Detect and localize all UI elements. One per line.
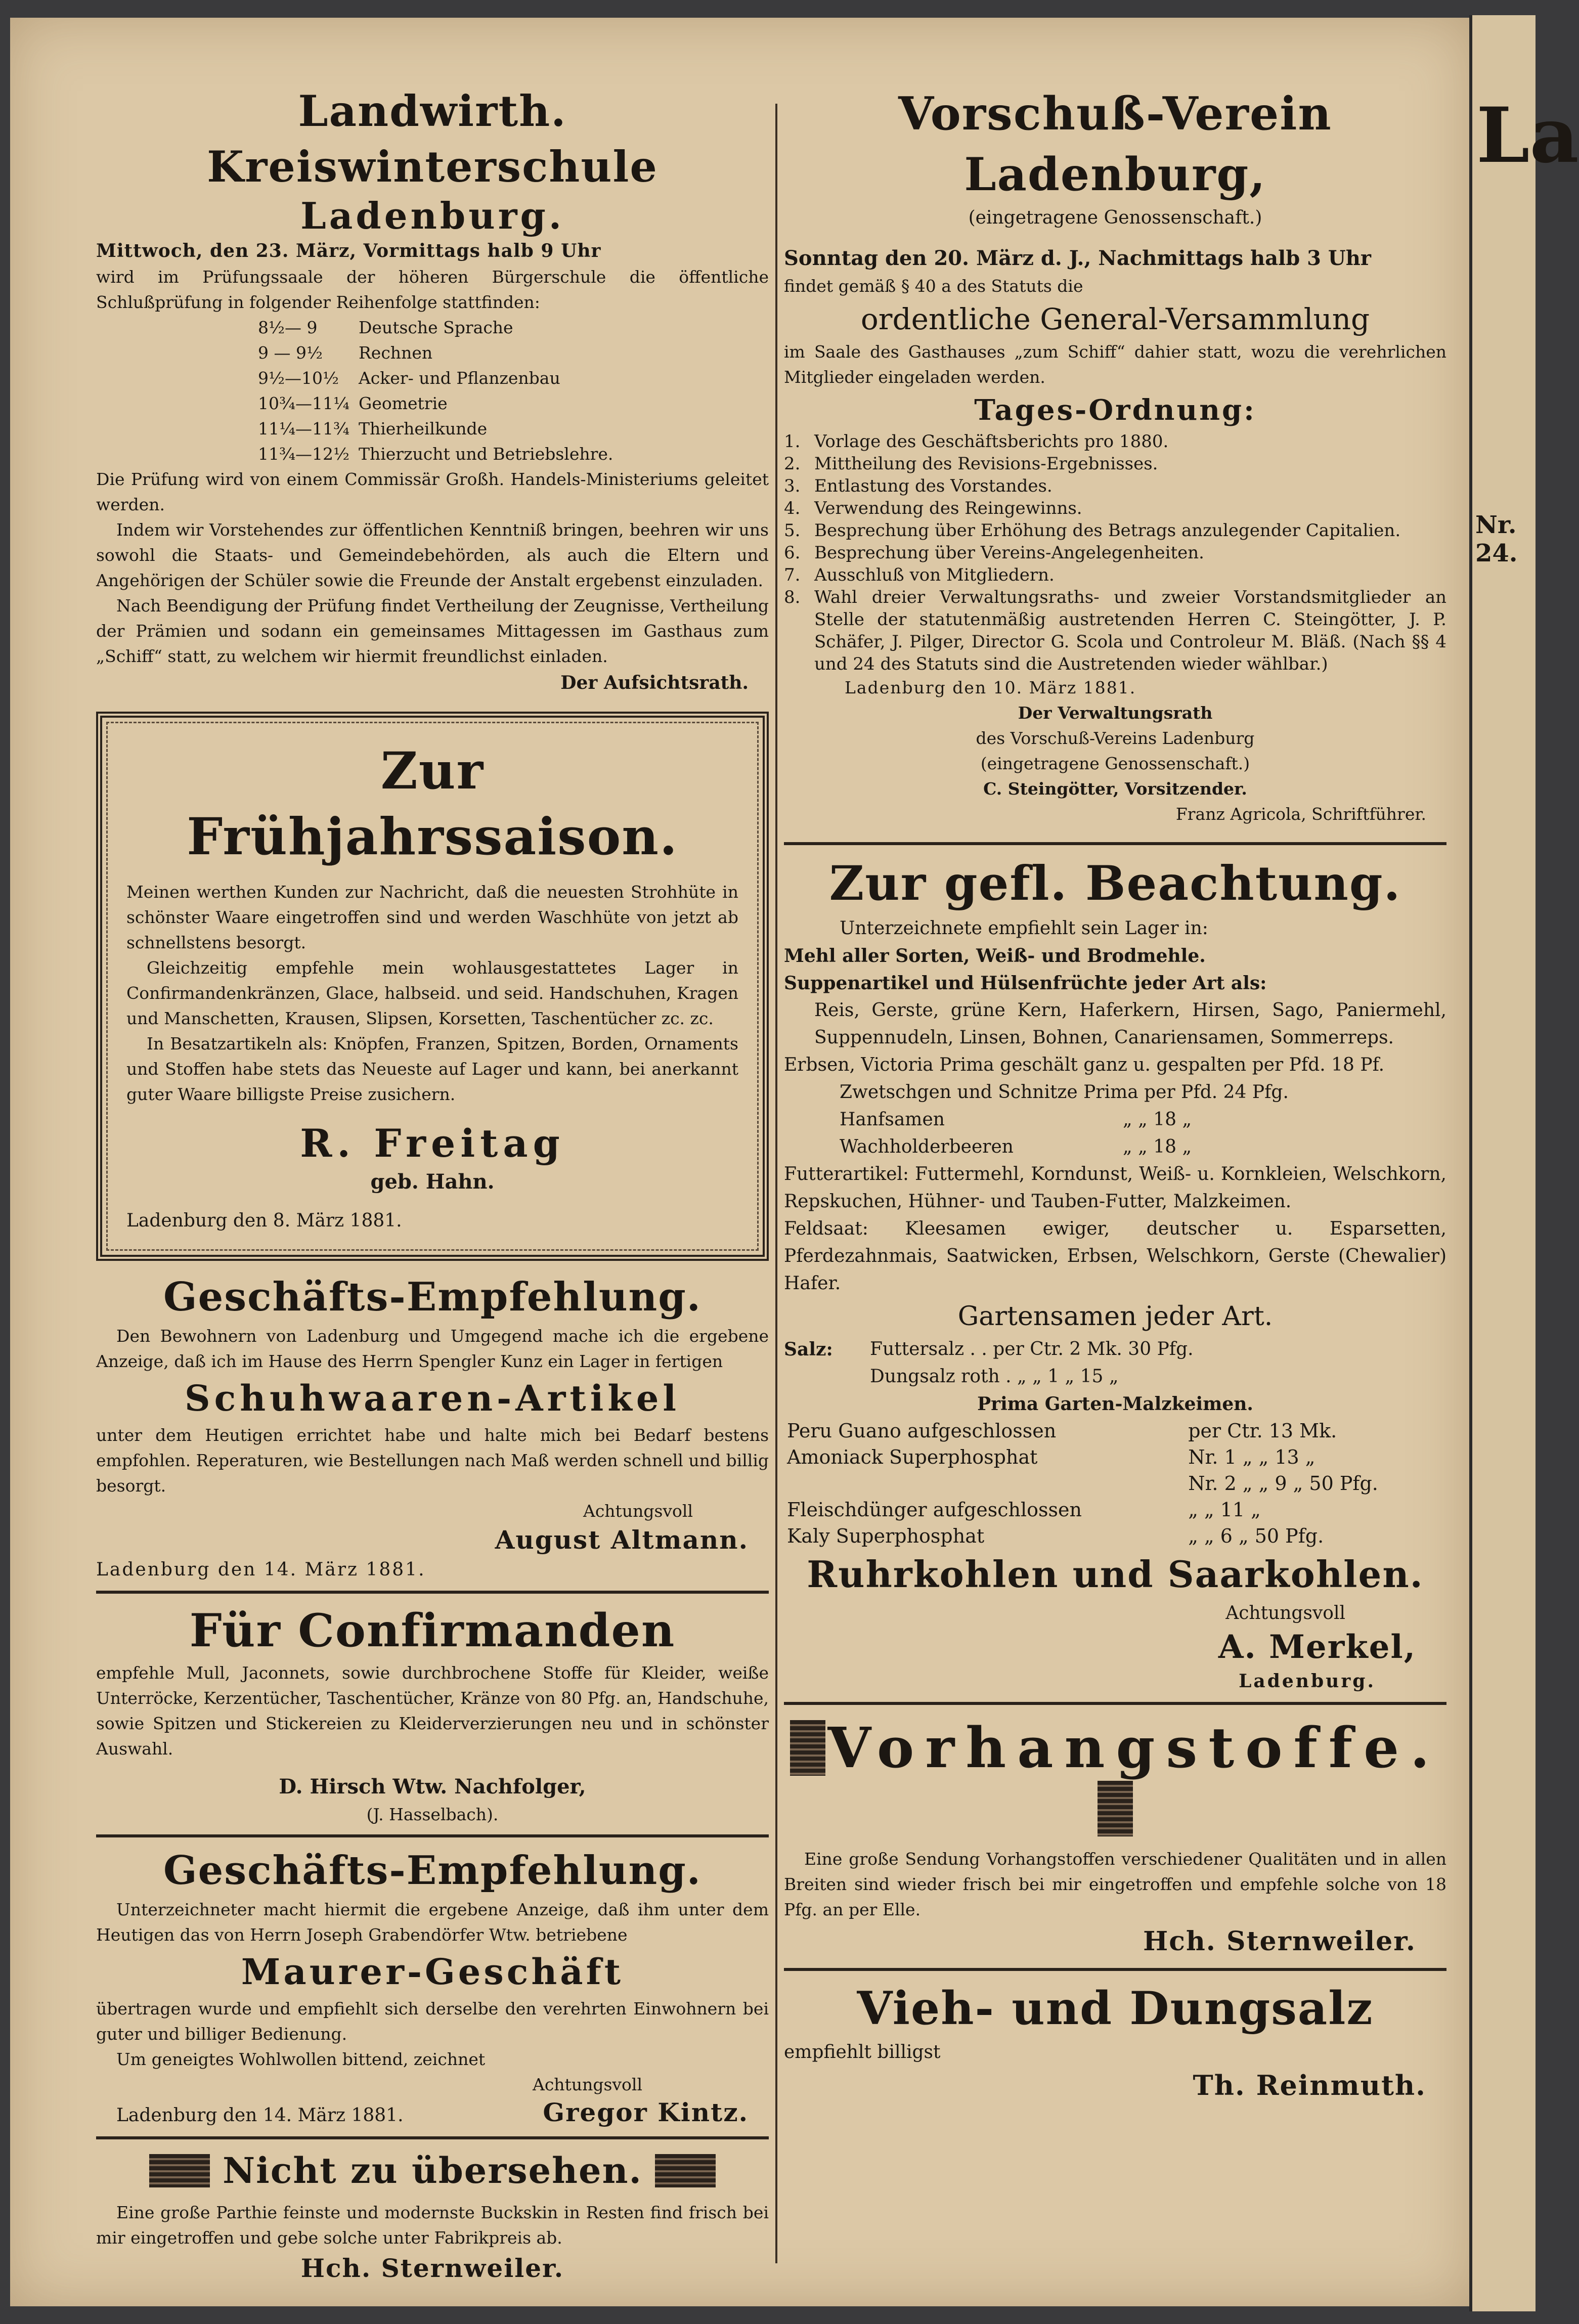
agenda-list	[784, 430, 1446, 675]
ad-body: Eine große Parthie feinste und modernste Buckskin in Resten find frisch bei mir eingetroffen und gebe solche unter Fabrikpreis ab.	[96, 2203, 769, 2248]
ad-line: Wachholderbeeren „ „ 18 „	[840, 1136, 1192, 1157]
ad-line: Suppenartikel und Hülsenfrüchte jeder Art als:	[784, 973, 1267, 994]
ad-body: Unterzeichneter macht hiermit die ergebene Anzeige, daß ihm unter dem Heutigen das von Herrn Joseph Grabendörfer Wtw. betriebene	[96, 1900, 769, 1945]
ad-body: empfiehlt billigst	[784, 2042, 941, 2063]
ad-line: Erbsen, Victoria Prima geschält ganz u. gespalten per Pfd. 18 Pf.	[784, 1055, 1385, 1075]
ad-name: A. Merkel,	[1218, 1628, 1416, 1666]
ad-title: Vorhangstoffe.	[827, 1715, 1441, 1780]
ad-date-line: Mittwoch, den 23. März, Vormittags halb 9 Uhr	[96, 240, 601, 261]
ornament-bar	[655, 2154, 716, 2187]
agenda-item: 4. Verwendung des Reingewinns.	[784, 498, 1082, 518]
ad-buckskin	[96, 2146, 769, 2286]
ad-body: unter dem Heutigen errichtet habe und halte mich bei Bedarf bestens empfohlen. Reperaturen, wie Bestellungen nach Maß werden schnell und billig besorgt.	[96, 1425, 769, 1496]
ad-body: Eine große Sendung Vorhangstoffen verschiedener Qualitäten und in allen Breiten sind wieder frisch bei mir eingetroffen und empfehle solche von 18 Pfg. an per Elle.	[784, 1849, 1446, 1919]
price-row: Fleischdünger aufgeschlossen „ „ 11 „	[787, 1499, 1261, 1521]
price-line: Dungsalz roth . „ „ 1 „ 15 „	[870, 1366, 1119, 1387]
ad-body: findet gemäß § 40 a des Statuts die	[784, 276, 1083, 296]
left-column	[96, 83, 769, 2286]
ad-product: Maurer-Geschäft	[241, 1951, 624, 1993]
ad-date: Ladenburg den 14. März 1881.	[116, 2105, 404, 2126]
ad-body: Indem wir Vorstehendes zur öffentlichen Kenntniß bringen, beehren wir uns sowohl die Staats- und Gemeindebehörden, als auch die Eltern und Angehörigen der Schüler sowie die Freunde der Anstalt ergebenst einzuladen.	[96, 520, 769, 590]
ad-body: Den Bewohnern von Ladenburg und Umgegend mache ich die ergebene Anzeige, daß ich im Hause des Herrn Spengler Kunz ein Lager in fertigen	[96, 1326, 769, 1371]
newspaper-page	[10, 18, 1472, 2306]
ornament-bar	[1098, 1781, 1133, 1836]
ad-line: Mehl aller Sorten, Weiß- und Brodmehle.	[784, 945, 1206, 967]
divider	[784, 1968, 1446, 1971]
ad-title: Zur Frühjahrssaison.	[187, 741, 678, 866]
ad-name-sub: geb. Hahn.	[370, 1170, 495, 1194]
ad-fruehjahrssaison	[96, 712, 769, 1261]
ad-heading: Gartensamen jeder Art.	[957, 1301, 1273, 1332]
ad-line: Zwetschgen und Schnitze Prima per Pfd. 24 Pfg.	[840, 1082, 1289, 1103]
adjacent-page-edge	[1469, 15, 1579, 2311]
ad-place: Ladenburg.	[300, 194, 564, 237]
ad-confirmanden	[96, 1601, 769, 1827]
agenda-item: 2. Mittheilung des Revisions-Ergebnisses.	[784, 454, 1158, 474]
ad-heading: Ruhrkohlen und Saarkohlen.	[807, 1553, 1424, 1596]
ad-title: Zur gefl. Beachtung.	[829, 856, 1401, 911]
price-line: Futtersalz . . per Ctr. 2 Mk. 30 Pfg.	[870, 1339, 1194, 1360]
agenda-item: 6. Besprechung über Vereins-Angelegenheiten.	[784, 543, 1204, 563]
ad-body: Nach Beendigung der Prüfung findet Vertheilung der Zeugnisse, Vertheilung der Prämien und sodann ein gemeinsames Mittagessen im Gasthaus zum „Schiff“ statt, zu welchem wir hiermit freundlichst einladen.	[96, 596, 769, 666]
agenda-item: 7. Ausschluß von Mitgliedern.	[784, 565, 1055, 585]
fertilizer-prices	[784, 1418, 1446, 1549]
ad-line: Feldsaat: Kleesamen ewiger, deutscher u. Esparsetten, Pferdezahnmais, Saatwicken, Erbsen, Welschkorn, Gerste (Chewalier) Hafer.	[784, 1218, 1446, 1294]
adjacent-issue-number: Nr. 24.	[1475, 511, 1518, 567]
price-row: Kaly Superphosphat „ „ 6 „ 50 Pfg.	[787, 1525, 1324, 1547]
ad-body: Gleichzeitig empfehle mein wohlausgestattetes Lager in Confirmandenkränzen, Glace, halbseid. und seid. Handschuhen, Kragen und Manschetten, Krausen, Slipsen, Korsetten, Taschentücher zc. zc.	[126, 958, 738, 1028]
ad-altmann	[96, 1271, 769, 1584]
ad-body: empfehle Mull, Jaconnets, sowie durchbrochene Stoffe für Kleider, weiße Unterröcke, Kerzentücher, Taschentücher, Kränze von 80 Pfg. an, Handschuhe, sowie Spitzen und Stickereien zu Kleiderverzierungen neu und in schönster Auswahl.	[96, 1663, 769, 1759]
ad-date: Ladenburg den 10. März 1881.	[845, 678, 1136, 697]
ad-body: im Saale des Gasthauses „zum Schiff“ dahier statt, wozu die verehrlichen Mitglieder eingeladen werden.	[784, 342, 1446, 387]
price-row: Amoniack Superphosphat Nr. 1 „ „ 13 „	[787, 1446, 1315, 1468]
ad-kreiswinterschule	[96, 83, 769, 696]
ad-kintz	[96, 1845, 769, 2129]
divider	[96, 1834, 769, 1837]
ad-date: Ladenburg den 8. März 1881.	[126, 1210, 402, 1231]
ad-vorschussverein	[784, 83, 1446, 827]
schedule-row: 10¾—11¼ Geometrie	[258, 393, 448, 413]
ad-title-row	[96, 2146, 769, 2195]
ornament-bar	[149, 2154, 210, 2187]
ad-date-line: Sonntag den 20. März d. J., Nachmittags halb 3 Uhr	[784, 246, 1371, 270]
ad-title: Vieh- und Dungsalz	[857, 1982, 1374, 2035]
ad-viehsalz	[784, 1978, 1446, 2104]
ad-name: Th. Reinmuth.	[1193, 2069, 1426, 2101]
ad-name-sub: (J. Hasselbach).	[366, 1805, 499, 1824]
column-rule	[775, 104, 777, 2263]
ad-place: Ladenburg.	[1239, 1671, 1376, 1692]
ad-line: Hanfsamen „ „ 18 „	[840, 1109, 1192, 1130]
schedule-row: 9½—10½ Acker- und Pflanzenbau	[258, 368, 560, 388]
agenda-item: 5. Besprechung über Erhöhung des Betrags anzulegender Capitalien.	[784, 520, 1401, 541]
divider	[784, 1702, 1446, 1705]
ad-heading: Prima Garten-Malzkeimen.	[977, 1393, 1253, 1415]
ornament-bar	[790, 1720, 825, 1776]
ad-product: Schuhwaaren-Artikel	[185, 1377, 680, 1419]
adjacent-masthead: La	[1476, 91, 1579, 180]
ad-title: Geschäfts-Empfehlung.	[163, 1848, 701, 1894]
ad-title: Landwirth. Kreiswinterschule	[207, 86, 658, 192]
exam-schedule	[258, 315, 622, 467]
ad-name: D. Hirsch Wtw. Nachfolger,	[279, 1775, 586, 1799]
ad-title: Für Confirmanden	[189, 1604, 676, 1657]
ad-closing: Achtungsvoll	[583, 1501, 693, 1521]
schedule-row: 8½— 9 Deutsche Sprache	[258, 318, 513, 337]
ad-subtitle: (eingetragene Genossenschaft.)	[968, 207, 1262, 228]
divider	[784, 842, 1446, 845]
ad-signature: Der Aufsichtsrath.	[560, 672, 749, 693]
price-row: Nr. 2 „ „ 9 „ 50 Pfg.	[1188, 1472, 1378, 1495]
schedule-row: 11¼—11¾ Thierheilkunde	[258, 419, 488, 439]
ad-intro: Unterzeichnete empfiehlt sein Lager in:	[840, 918, 1208, 939]
divider	[96, 1591, 769, 1594]
ad-signature: Franz Agricola, Schriftführer.	[1175, 804, 1426, 824]
ad-headline: ordentliche General-Versammlung	[860, 302, 1370, 336]
ad-title: Geschäfts-Empfehlung.	[163, 1274, 701, 1320]
ad-body: Um geneigtes Wohlwollen bittend, zeichnet	[116, 2049, 486, 2069]
ad-body: Die Prüfung wird von einem Commissär Großh. Handels-Ministeriums geleitet werden.	[96, 469, 769, 514]
agenda-item: 8. Wahl dreier Verwaltungsraths- und zweier Vorstandsmitglieder an Stelle der statutenmäßig austretenden Herren C. Steingötter, J. P. Schäfer, J. Pilger, Director G. Scola und Controleur M. Bläß. (Nach §§ 4 und 24 des Statuts sind die Austretenden wieder wählbar.)	[784, 587, 1446, 674]
divider	[96, 2136, 769, 2139]
ad-intro: wird im Prüfungssaale der höheren Bürgerschule die öffentliche Schlußprüfung in folgender Reihenfolge stattfinden:	[96, 267, 769, 312]
ad-title-row	[784, 1715, 1446, 1836]
ad-name: Gregor Kintz.	[543, 2097, 749, 2127]
ad-closing: Achtungsvoll	[1225, 1603, 1345, 1624]
price-row: Peru Guano aufgeschlossen per Ctr. 13 Mk.	[787, 1420, 1337, 1442]
agenda-item: 3. Entlastung des Vorstandes.	[784, 476, 1052, 496]
ad-signature: C. Steingötter, Vorsitzender.	[983, 779, 1247, 799]
ad-title: Nicht zu übersehen.	[223, 2150, 642, 2191]
ad-title: Vorschuß-Verein Ladenburg,	[898, 87, 1332, 201]
ad-name: August Altmann.	[495, 1525, 749, 1555]
agenda-title: Tages-Ordnung:	[974, 393, 1256, 427]
schedule-row: 11¾—12½ Thierzucht und Betriebslehre.	[258, 444, 613, 464]
ad-merkel	[784, 852, 1446, 1695]
schedule-row: 9 — 9½ Rechnen	[258, 343, 433, 363]
ad-signature: (eingetragene Genossenschaft.)	[980, 754, 1250, 773]
ad-body: In Besatzartikeln als: Knöpfen, Franzen, Spitzen, Borden, Ornaments und Stoffen habe stets das Neueste auf Lager und kann, bei anerkannt guter Waare billigste Preise zusichern.	[126, 1034, 738, 1104]
ad-line: Futterartikel: Futtermehl, Korndunst, Weiß- u. Kornkleien, Welschkorn, Repskuchen, Hühner- und Tauben-Futter, Malzkeimen.	[784, 1164, 1446, 1212]
ad-name: Hch. Sternweiler.	[1143, 1926, 1416, 1957]
ad-vorhangstoffe	[784, 1715, 1446, 1961]
ad-date: Ladenburg den 14. März 1881.	[96, 1559, 426, 1580]
ad-line: Reis, Gerste, grüne Kern, Haferkern, Hirsen, Sago, Paniermehl, Suppennudeln, Linsen, Bohnen, Canariensamen, Sommerreps.	[814, 1000, 1446, 1048]
ad-name: Hch. Sternweiler.	[300, 2253, 564, 2283]
agenda-item: 1. Vorlage des Geschäftsberichts pro 1880.	[784, 431, 1169, 452]
ad-body: übertragen wurde und empfiehlt sich derselbe den verehrten Einwohnern bei guter und billiger Bedienung.	[96, 1999, 769, 2044]
ad-footer	[96, 2097, 769, 2129]
salt-prices	[784, 1336, 1446, 1390]
ad-closing: Achtungsvoll	[532, 2075, 642, 2094]
salt-label: Salz:	[784, 1339, 833, 1360]
right-column	[784, 83, 1446, 2104]
ad-body: Meinen werthen Kunden zur Nachricht, daß die neuesten Strohhüte in schönster Waare eingetroffen sind und werden Waschhüte von jetzt ab schnellstens besorgt.	[126, 882, 738, 952]
ad-name: R. Freitag	[300, 1121, 565, 1166]
ad-signature: Der Verwaltungsrath	[1018, 703, 1213, 723]
ad-signature: des Vorschuß-Vereins Ladenburg	[976, 728, 1255, 748]
